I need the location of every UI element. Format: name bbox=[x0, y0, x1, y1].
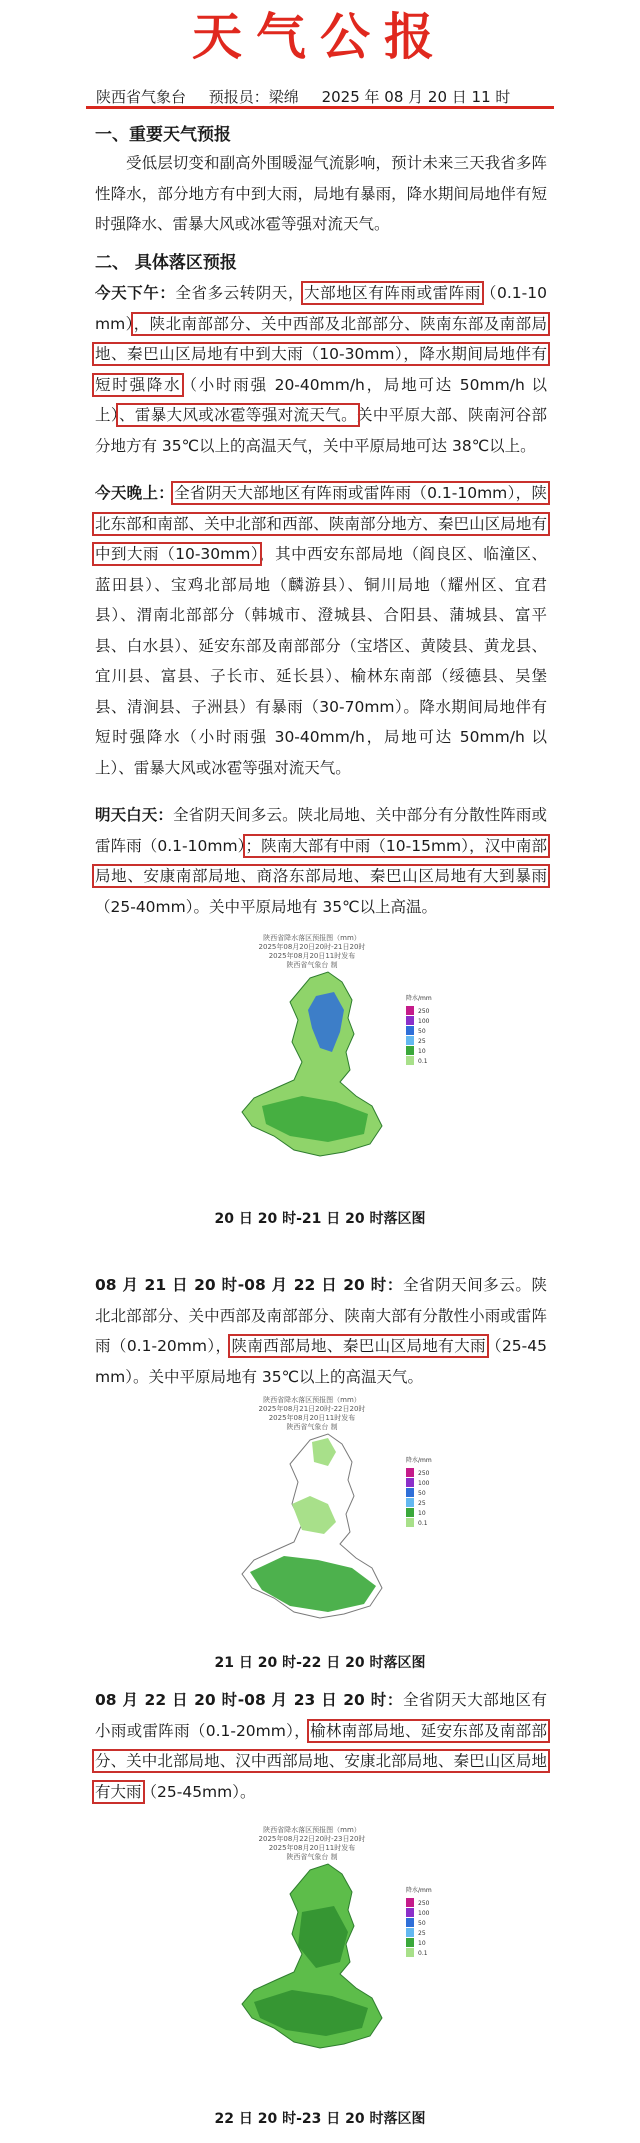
header-rule bbox=[86, 106, 554, 109]
legend-label: 100 bbox=[418, 1910, 430, 1917]
rainfall-map-2 bbox=[232, 1392, 442, 1622]
rainfall-map-3 bbox=[232, 1822, 442, 2054]
map-period: 2025年08月22日20时-23日20时 bbox=[258, 1835, 366, 1843]
forecast-this-afternoon bbox=[95, 278, 547, 461]
legend-label: 100 bbox=[418, 1480, 430, 1487]
section-1-text: 受低层切变和副高外围暖湿气流影响，预计未来三天我省多阵性降水，部分地方有中到大雨，局地有暴雨，降水期间局地伴有短时强降水、雷暴大风或冰雹等强对流天气。 bbox=[95, 154, 547, 233]
legend-label: 250 bbox=[418, 1900, 430, 1907]
legend-label: 25 bbox=[418, 1038, 426, 1045]
forecast-tomorrow bbox=[95, 800, 547, 922]
period-label: 08 月 22 日 20 时-08 月 23 日 20 时： bbox=[95, 1691, 403, 1709]
forecaster: 预报员：梁绵 bbox=[208, 88, 299, 106]
map-2-caption: 21 日 20 时-22 日 20 时落区图 bbox=[214, 1655, 426, 1671]
forecast-text: （25-40mm）。关中平原局地有 35℃以上高温。 bbox=[95, 897, 438, 916]
legend-label: 10 bbox=[418, 1048, 426, 1055]
map-legend bbox=[406, 1456, 432, 1527]
forecast-text: 全省阴天大部地区有小雨或雷阵雨（0.1-20mm）， bbox=[95, 1691, 547, 1740]
legend-label: 100 bbox=[418, 1018, 430, 1025]
highlighted-text: 榆林南部局地、延安东部及南部部分、关中北部局地、汉中西部局地、安康北部局地、秦巴山区局地有大雨 bbox=[95, 1721, 547, 1801]
forecast-text: 全省阴天间多云。陕北北部部分、关中西部及南部部分、陕南大部有分散性小雨或雷阵雨（0.1-20mm）， bbox=[95, 1276, 547, 1355]
map-issuer: 陕西省气象台 制 bbox=[286, 1423, 338, 1431]
legend-label: 50 bbox=[418, 1028, 426, 1035]
rainfall-map-1 bbox=[232, 930, 442, 1170]
map-issue-time: 2025年08月20日11时发布 bbox=[268, 952, 356, 960]
highlighted-text: ，陕北南部部分、关中西部及北部部分、陕南东部及南部局地、秦巴山区局地有中到大雨（10-30mm），降水期间局地伴有短时强降水 bbox=[95, 314, 547, 394]
forecast-text: 关中平原大部、陕南河谷部分地方有 35℃以上的高温天气，关中平原局地可达 38℃以上。 bbox=[95, 406, 547, 455]
map-legend bbox=[406, 994, 432, 1065]
map-1-caption: 20 日 20 时-21 日 20 时落区图 bbox=[214, 1211, 426, 1227]
legend-label: 10 bbox=[418, 1940, 426, 1947]
map-issuer: 陕西省气象台 制 bbox=[286, 961, 338, 969]
legend-title: 降水/mm bbox=[406, 1457, 432, 1464]
highlighted-text: 陕南西部局地、秦巴山区局地有大雨 bbox=[231, 1337, 487, 1355]
map-issuer: 陕西省气象台 制 bbox=[286, 1853, 338, 1861]
forecast-text: 全省多云转阴天， bbox=[175, 284, 305, 302]
forecast-text: （25-45mm）。 bbox=[141, 1782, 256, 1801]
map-title: 陕西省降水落区预报图（mm） bbox=[263, 1826, 361, 1834]
header-line bbox=[96, 86, 546, 107]
legend-label: 250 bbox=[418, 1008, 430, 1015]
map-3-caption: 22 日 20 时-23 日 20 时落区图 bbox=[214, 2111, 426, 2127]
legend-label: 25 bbox=[418, 1500, 426, 1507]
legend-label: 0.1 bbox=[418, 1520, 428, 1527]
forecast-text: （0.1-10mm） bbox=[95, 284, 547, 333]
highlighted-text: ；陕南大部有中雨（10-15mm），汉中南部局地、安康南部局地、商洛东部局地、秦巴山区局地有大到暴雨 bbox=[95, 836, 547, 885]
map-title: 陕西省降水落区预报图（mm） bbox=[263, 934, 361, 942]
period-label: 今天下午： bbox=[95, 284, 176, 302]
forecast-tonight bbox=[95, 478, 547, 783]
legend-label: 25 bbox=[418, 1930, 426, 1937]
map-legend bbox=[406, 1886, 432, 1957]
forecast-text: ，其中西安东部局地（阎良区、临潼区、蓝田县）、宝鸡北部局地（麟游县）、铜川局地（耀州区、宜君县）、渭南北部部分（韩城市、澄城县、合阳县、蒲城县、富平县、白水县）、延安东部及南部部分（宝塔区、黄陵县、黄龙县、宜川县、富县、子长市、延长县）、榆林东南部（绥德县、吴堡县、清涧县、子洲县）有暴雨（30-70mm）。降水期间局地伴有短时强降水（小时雨强 30-40mm/h，局地可达 50mm/h 以上）、雷暴大风或冰雹等强对流天气。 bbox=[95, 545, 547, 777]
legend-label: 50 bbox=[418, 1490, 426, 1497]
issuing-org: 陕西省气象台 bbox=[96, 88, 187, 106]
bulletin-title: 天气公报 bbox=[192, 7, 448, 66]
map-issue-time: 2025年08月20日11时发布 bbox=[268, 1844, 356, 1852]
period-label: 今天晚上： bbox=[95, 484, 175, 502]
map-period: 2025年08月21日20时-22日20时 bbox=[258, 1405, 366, 1413]
legend-label: 50 bbox=[418, 1920, 426, 1927]
issue-datetime: 2025 年 08 月 20 日 11 时 bbox=[321, 88, 511, 106]
forecast-text: （25-45mm）。关中平原局地有 35℃以上的高温天气。 bbox=[95, 1337, 547, 1386]
highlighted-text: 大部地区有阵雨或雷阵雨 bbox=[304, 284, 481, 302]
period-label: 明天白天： bbox=[95, 806, 173, 824]
highlighted-text: 全省阴天大部地区有阵雨或雷阵雨（0.1-10mm），陕北东部和南部、关中北部和西部、陕南部分地方、秦巴山区局地有中到大雨（10-30mm） bbox=[95, 484, 547, 563]
legend-title: 降水/mm bbox=[406, 1887, 432, 1894]
highlighted-text: 、雷暴大风或冰雹等强对流天气。 bbox=[118, 406, 357, 424]
forecast-text: 全省阴天间多云。陕北局地、关中部分有分散性阵雨或雷阵雨（0.1-10mm） bbox=[95, 806, 547, 855]
legend-label: 0.1 bbox=[418, 1058, 428, 1065]
legend-title: 降水/mm bbox=[406, 995, 432, 1002]
legend-label: 10 bbox=[418, 1510, 426, 1517]
legend-label: 250 bbox=[418, 1470, 430, 1477]
forecast-text: （小时雨强 20-40mm/h，局地可达 50mm/h 以上） bbox=[95, 375, 547, 424]
legend-label: 0.1 bbox=[418, 1950, 428, 1957]
forecast-aug21-22 bbox=[95, 1270, 547, 1392]
forecast-aug22-23 bbox=[95, 1685, 547, 1807]
map-period: 2025年08月20日20时-21日20时 bbox=[258, 943, 366, 951]
period-label: 08 月 21 日 20 时-08 月 22 日 20 时： bbox=[95, 1276, 403, 1294]
section-1-heading: 一、重要天气预报 bbox=[95, 125, 231, 145]
map-issue-time: 2025年08月20日11时发布 bbox=[268, 1414, 356, 1422]
section-2-heading: 二、 具体落区预报 bbox=[95, 253, 237, 273]
map-title: 陕西省降水落区预报图（mm） bbox=[263, 1396, 361, 1404]
